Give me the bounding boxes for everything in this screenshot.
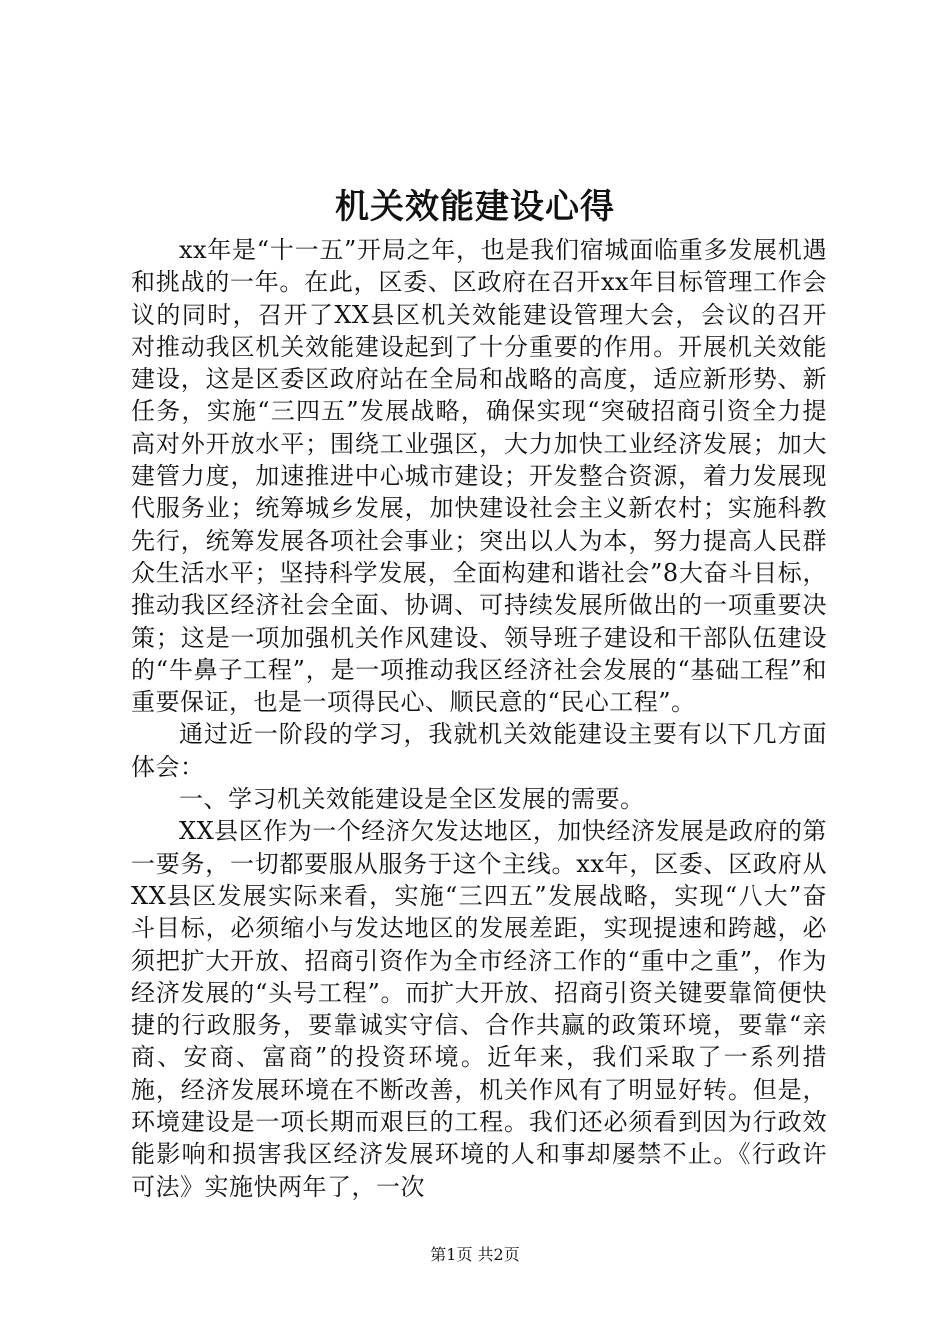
document-title: 机关效能建设心得	[335, 187, 615, 227]
paragraph-summary: 通过近一阶段的学习，我就机关效能建设主要有以下几方面体会：	[131, 720, 827, 781]
page-footer: 第1页 共2页	[430, 1245, 520, 1264]
section-heading-1: 一、学习机关效能建设是全区发展的需要。	[179, 785, 645, 814]
document-body	[131, 234, 827, 1203]
paragraph-intro: xx年是“十一五”开局之年，也是我们宿城面临重多发展机遇和挑战的一年。在此，区委、区政府在召开xx年目标管理工作会议的同时，召开了XX县区机关效能建设管理大会，会议的召开对推动我区机关效能建设起到了十分重要的作用。开展机关效能建设，这是区委区政府站在全局和战略的高度，适应新形势、新任务，实施“三四五”发展战略，确保实现“突破招商引资全力提高对外开放水平；围绕工业强区，大力加快工业经济发展；加大建管力度，加速推进中心城市建设；开发整合资源，着力发展现代服务业；统筹城乡发展，加快建设社会主义新农村；实施科教先行，统筹发展各项社会事业；突出以人为本，努力提高人民群众生活水平；坚持科学发展，全面构建和谐社会”8大奋斗目标，推动我区经济社会全面、协调、可持续发展所做出的一项重要决策；这是一项加强机关作风建设、领导班子建设和干部队伍建设的“牛鼻子工程”，是一项推动我区经济社会发展的“基础工程”和重要保证，也是一项得民心、顺民意的“民心工程”。	[131, 236, 827, 717]
paragraph-section-1: XX县区作为一个经济欠发达地区，加快经济发展是政府的第一要务，一切都要服从服务于这个主线。xx年，区委、区政府从XX县区发展实际来看，实施“三四五”发展战略，实现“八大”奋斗目标，必须缩小与发达地区的发展差距，实现提速和跨越，必须把扩大开放、招商引资作为全市经济工作的“重中之重”，作为经济发展的“头号工程”。而扩大开放、招商引资关键要靠简便快捷的行政服务，要靠诚实守信、合作共赢的政策环境，要靠“亲商、安商、富商”的投资环境。近年来，我们采取了一系列措施，经济发展环境在不断改善，机关作风有了明显好转。但是，环境建设是一项长期而艰巨的工程。我们还必须看到因为行政效能影响和损害我区经济发展环境的人和事却屡禁不止。《行政许可法》实施快两年了，一次	[131, 817, 827, 1201]
